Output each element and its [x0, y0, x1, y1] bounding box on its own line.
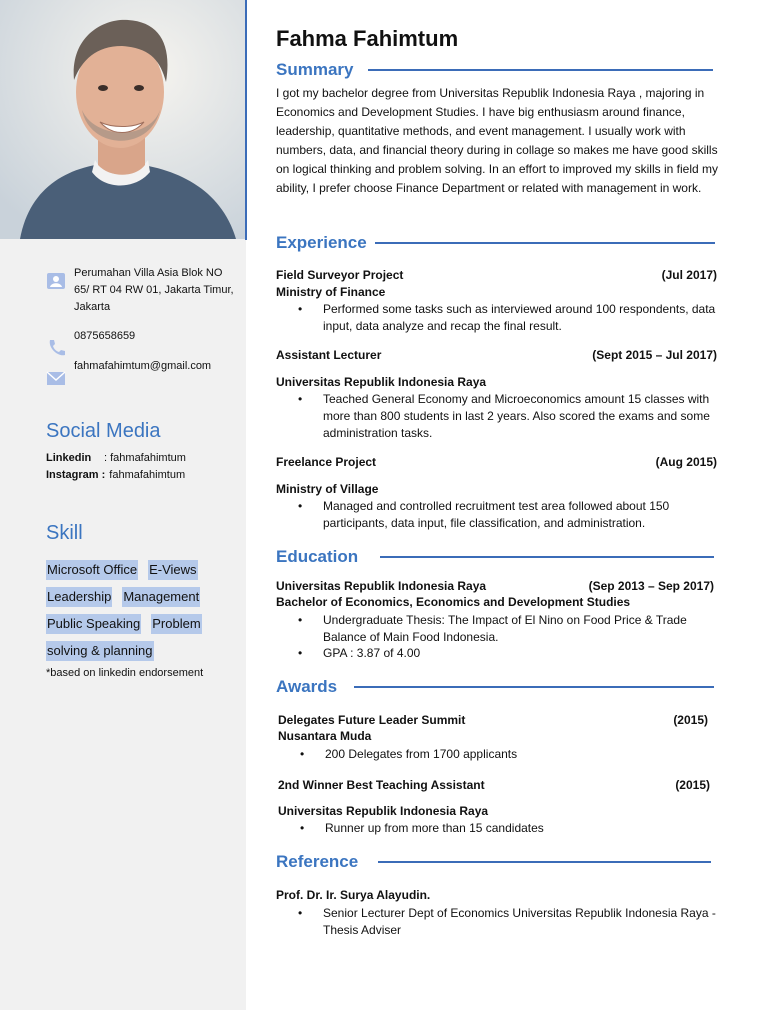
education-bullet [298, 645, 718, 662]
experience-date: (Aug 2015) [655, 455, 717, 469]
instagram-label: Instagram : [46, 469, 106, 481]
skill-item: Leadership [46, 587, 112, 607]
bullet-text: 200 Delegates from 1700 applicants [325, 747, 518, 761]
education-school: Universitas Republik Indonesia Raya [276, 579, 487, 593]
education-heading [276, 547, 714, 567]
reference-heading [276, 852, 711, 872]
education-bullet [298, 612, 718, 646]
candidate-name: Fahma Fahimtum [276, 26, 459, 51]
bullet-dot: • [300, 821, 305, 835]
skill-heading: Skill [46, 522, 83, 544]
address-text: Perumahan Villa Asia Blok NO 65/ RT 04 RW 01, Jakarta Timur, Jakarta [74, 267, 234, 313]
skill-item: Public Speaking [46, 614, 141, 634]
experience-title: Experience [276, 233, 367, 252]
reference-name: Prof. Dr. Ir. Surya Alayudin. [276, 888, 431, 902]
contact-phone [46, 328, 234, 358]
award-org: Universitas Republik Indonesia Raya [278, 804, 489, 818]
email-text[interactable]: fahmafahimtum@gmail.com [74, 360, 212, 372]
social-list [46, 450, 186, 484]
skill-item: Microsoft Office [46, 560, 138, 580]
experience-role: Assistant Lecturer [276, 348, 382, 362]
mail-icon [46, 368, 66, 388]
profile-photo [0, 0, 246, 239]
awards-heading [276, 677, 714, 697]
award-item [278, 778, 710, 792]
skill-list [46, 560, 221, 668]
award-bullet [300, 746, 720, 763]
linkedin-row [46, 450, 186, 467]
skill-item: Problem [151, 614, 201, 634]
experience-bullet [298, 498, 718, 532]
award-name: Delegates Future Leader Summit [278, 713, 466, 727]
education-date: (Sep 2013 – Sep 2017) [588, 579, 714, 593]
experience-role: Freelance Project [276, 455, 377, 469]
instagram-value[interactable]: fahmafahimtum [109, 469, 186, 481]
bullet-text: Teached General Economy and Microeconomics amount 15 classes with more than 800 students in last 2 years. Also scored the exams and some administration tasks. [323, 392, 710, 440]
education-title: Education [276, 547, 359, 566]
skill-note: *based on linkedin endorsement [46, 667, 204, 679]
award-date: (2015) [675, 778, 710, 792]
bullet-dot: • [298, 646, 303, 660]
section-rule [375, 242, 715, 244]
experience-role: Field Surveyor Project [276, 268, 404, 282]
experience-date: (Jul 2017) [661, 268, 717, 282]
skill-item: Management [122, 587, 200, 607]
address-card-icon [46, 271, 66, 291]
bullet-text: Performed some tasks such as interviewed around 100 respondents, data input, data analyze and recap the final result. [323, 302, 716, 333]
bullet-text: Runner up from more than 15 candidates [325, 821, 544, 835]
section-rule [354, 686, 714, 688]
award-org: Nusantara Muda [278, 729, 372, 743]
experience-org: Universitas Republik Indonesia Raya [276, 375, 487, 389]
section-rule [378, 861, 711, 863]
contact-address [46, 265, 234, 316]
section-rule [380, 556, 714, 558]
experience-bullet [298, 391, 718, 442]
bullet-dot: • [298, 392, 303, 406]
contact-email [46, 358, 234, 388]
experience-org: Ministry of Village [276, 482, 379, 496]
bullet-text: GPA : 3.87 of 4.00 [323, 646, 421, 660]
summary-heading [276, 60, 713, 80]
phone-text: 0875658659 [74, 330, 136, 342]
phone-icon [46, 338, 66, 358]
experience-item [276, 268, 717, 282]
summary-title: Summary [276, 60, 354, 79]
social-media-heading: Social Media [46, 420, 161, 442]
linkedin-value[interactable]: : fahmafahimtum [104, 452, 186, 464]
award-item [278, 713, 708, 727]
bullet-text: Senior Lecturer Dept of Economics Universitas Republik Indonesia Raya - Thesis Adviser [323, 906, 716, 937]
profile-photo-image [0, 0, 246, 239]
award-name: 2nd Winner Best Teaching Assistant [278, 778, 485, 792]
instagram-row [46, 467, 186, 484]
summary-text: I got my bachelor degree from Universitas Republik Indonesia Raya , majoring in Economics and Development Studies. I have big enthusiasm around finance, leadership, quantitative methods, and event management. I usually work with numbers, data, and financial theory during in collage so makes me have good skills on logical thinking and problem solving. In an effort to improved my skills in field my ability, I prefer choose Finance Department or related with management in work. [276, 86, 718, 195]
bullet-dot: • [298, 613, 303, 627]
award-bullet [300, 820, 720, 837]
bullet-dot: • [298, 906, 303, 920]
award-date: (2015) [673, 713, 708, 727]
experience-heading [276, 233, 715, 253]
bullet-dot: • [298, 499, 303, 513]
reference-bullet [298, 905, 718, 939]
education-item [276, 579, 714, 593]
bullet-text: Managed and controlled recruitment test area followed about 150 participants, data input, file classification, and administration. [323, 499, 670, 530]
experience-item [276, 455, 717, 469]
bullet-text: Undergraduate Thesis: The Impact of El Nino on Food Price & Trade Balance of Main Food Indonesia. [323, 613, 687, 644]
experience-item [276, 348, 717, 362]
skill-item: solving & planning [46, 641, 154, 661]
reference-title: Reference [276, 852, 359, 871]
experience-org: Ministry of Finance [276, 285, 386, 299]
experience-bullet [298, 301, 718, 335]
awards-title: Awards [276, 677, 338, 696]
experience-date: (Sept 2015 – Jul 2017) [592, 348, 717, 362]
education-degree: Bachelor of Economics, Economics and Development Studies [276, 595, 631, 609]
bullet-dot: • [300, 747, 305, 761]
linkedin-label: Linkedin [46, 452, 92, 464]
bullet-dot: • [298, 302, 303, 316]
photo-divider [245, 0, 247, 240]
skill-item: E-Views [148, 560, 197, 580]
section-rule [368, 69, 713, 71]
